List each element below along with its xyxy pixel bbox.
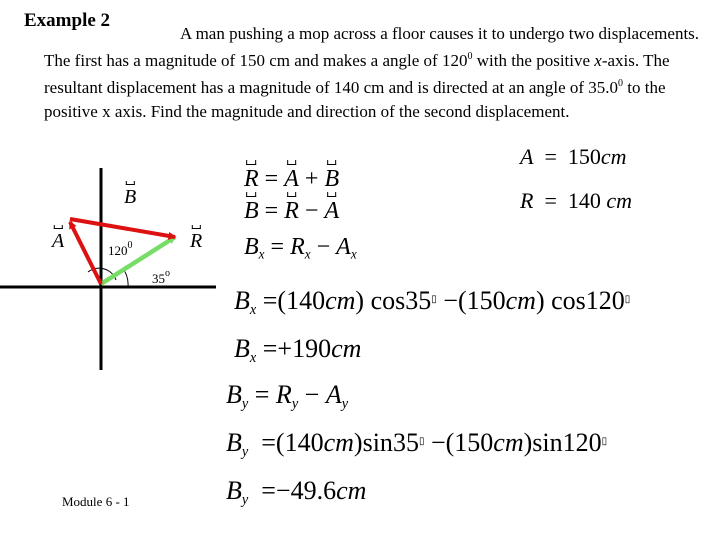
problem-text-4: to the positive x axis. Find the magnitude and direction of the second displacement. (44, 78, 666, 121)
example-heading: Example 2 (24, 10, 111, 31)
equation-by-result: $B_y =-49.6cm$ (226, 476, 367, 508)
equation-by-values: $B_y =(140cm)\sin 35^▯ -(150cm)\sin 120^▯$ (226, 428, 608, 460)
angle-35-arc (124, 270, 128, 287)
equation-bx-result: $B_x =+190cm$ (234, 334, 362, 366)
equation-b-difference: B = R − A (244, 198, 340, 224)
equation-by-components: $B_y = R_y - A_y$ (226, 380, 349, 412)
given-r: R = 140 cm (520, 188, 633, 213)
equation-bx-components: $B_x = R_x - A_x$ (244, 234, 357, 262)
given-a: A = 150cm (520, 144, 627, 169)
angle-35-label: 35$^o$ (152, 268, 170, 286)
module-footer: Module 6 - 1 (62, 494, 130, 509)
problem-text-2: with the positive (472, 51, 595, 71)
problem-text-1: displacements. The first has a magnitude of 150 cm and makes a angle of 120 (44, 24, 700, 71)
degree-sup-2: 0 (618, 78, 624, 90)
diagram-label-r: R (190, 230, 203, 252)
vector-b-arrow (70, 219, 175, 237)
vector-a-arrow (70, 222, 101, 284)
x-variable: x (594, 51, 602, 71)
diagram-label-a: A (52, 230, 65, 252)
equation-bx-values: $B_x =(140cm)$ cos35▯ −(150cm) cos120▯ (234, 286, 631, 318)
degree-sup-1: 0 (467, 51, 473, 63)
diagram-label-b: B (124, 186, 137, 208)
problem-text-3: -axis. The resultant displacement has a magnitude of 140 cm and is directed at an angle of 35.0 (44, 51, 670, 98)
angle-120-label: $120^0$ (108, 240, 133, 258)
problem-lead: A man pushing a mop across a floor causes it to undergo two (180, 24, 595, 43)
equation-r-sum: R = A + B (244, 166, 340, 192)
